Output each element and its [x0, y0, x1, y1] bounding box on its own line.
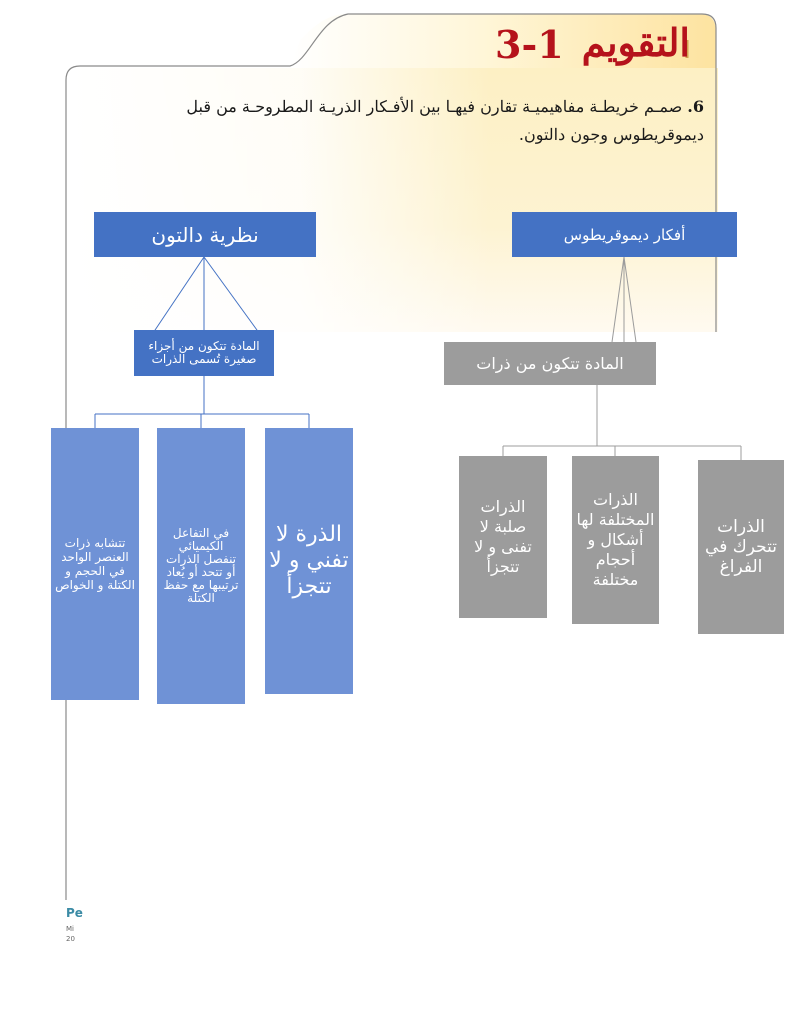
democritus-title-box: أفكار ديموقريطوس [512, 212, 737, 257]
dalton-point-box-1: تتشابه ذرات العنصر الواحد في الحجم و الكتلة و الخواص [51, 428, 139, 700]
democritus-point-box-2: الذرات المختلفة لها أشكال و أحجام مختلفة [572, 456, 659, 624]
democritus-point-box-1: الذرات صلبة لا تفنى و لا تتجزأ [459, 456, 547, 618]
democritus-point-box-3: الذرات تتحرك في الفراغ [698, 460, 784, 634]
question-number: 6. [687, 97, 704, 116]
dalton-point-box-2: في التفاعل الكيميائي تنفصل الذرات أو تتحد أو يُعاد ترتيبها مع حفظ الكتلة [157, 428, 245, 704]
dalton-main-idea-box: المادة تتكون من أجزاء صغيرة تُسمى الذرات [134, 330, 274, 376]
dalton-point-box-3: الذرة لا تفني و لا تتجزأ [265, 428, 353, 694]
footer-line-2: 20 [66, 935, 75, 943]
question-text [94, 93, 704, 149]
footer-line-1: Mi [66, 925, 74, 933]
democritus-main-idea-box: المادة تتكون من ذرات [444, 342, 656, 385]
question-body: صمـم خريطـة مفاهيميـة تقارن فيهـا بين الأفـكار الذريـة المطروحـة من قبل ديموقريطوس وجون دالتون. [186, 97, 704, 144]
section-title-number: 3-1 [495, 22, 564, 67]
dalton-title-box: نظرية دالتون [94, 212, 316, 257]
publisher-logo: Pe [66, 906, 83, 920]
section-title-word: التقويم [581, 20, 690, 65]
